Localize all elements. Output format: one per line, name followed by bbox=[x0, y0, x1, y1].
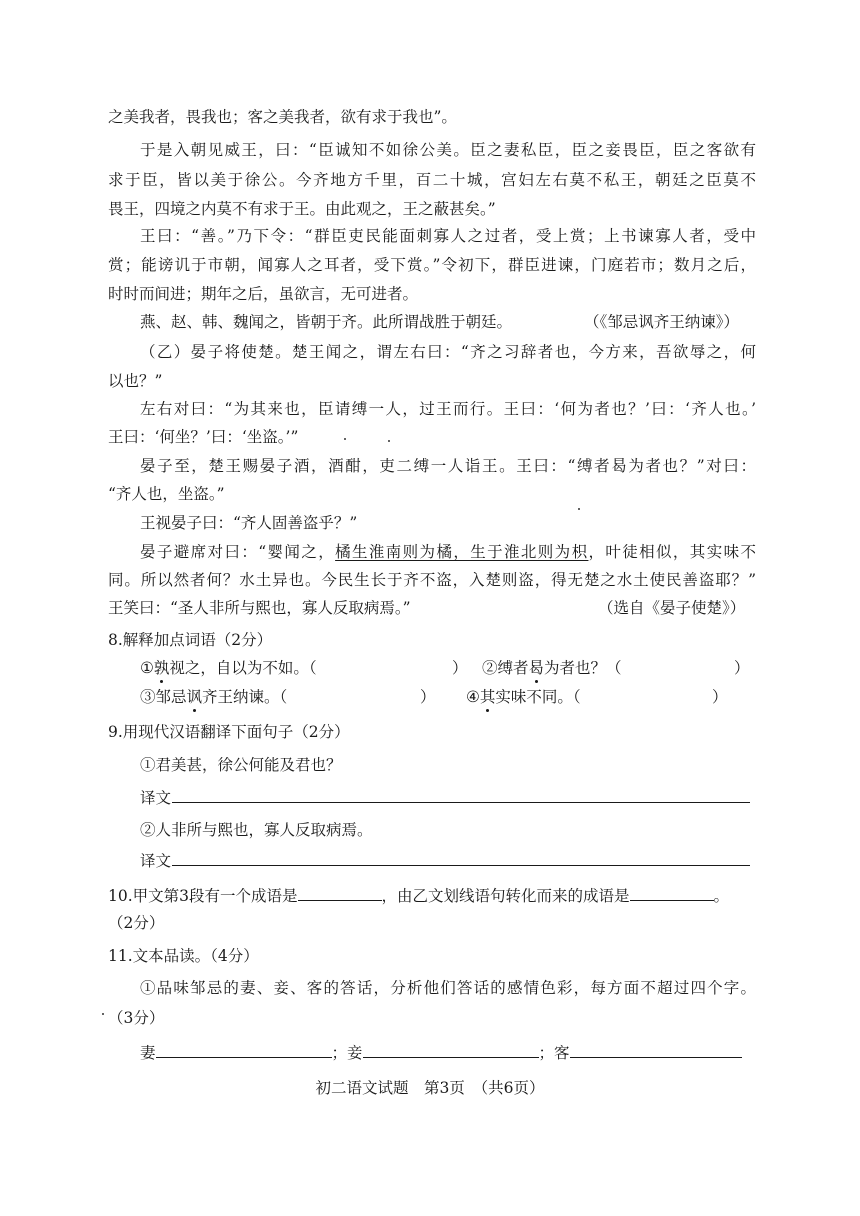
underlined-sentence: 橘生淮南则为橘，生于淮北则为枳 bbox=[335, 543, 589, 561]
q8-item-1-close: ） bbox=[452, 659, 468, 677]
passage-line: 赏；能谤讥于市朝，闻寡人之耳者，受下赏。”令初下，群臣进谏，门庭若市；数月之后， bbox=[108, 256, 756, 274]
passage-line: 王曰：“善。”乃下令：“群臣吏民能面刺寡人之过者，受上赏；上书谏寡人者，受中 bbox=[140, 227, 756, 245]
passage-line: 求于臣，皆以美于徐公。今齐地方千里，百二十城，宫妇左右莫不私王，朝廷之臣莫不 bbox=[108, 171, 756, 189]
scan-speck bbox=[578, 508, 580, 510]
passage-line: 时时而间进；期年之后，虽欲言，无可进者。 bbox=[108, 285, 419, 303]
wife-label: 妻 bbox=[140, 1044, 156, 1062]
passage-line bbox=[140, 542, 756, 562]
passage-text: ，叶徒相似，其实味不 bbox=[588, 543, 756, 561]
q9-title: 9.用现代汉语翻译下面句子（2分） bbox=[108, 723, 350, 741]
passage-line: “齐人也，坐盗。” bbox=[108, 485, 225, 503]
q8-title: 8.解释加点词语（2分） bbox=[108, 631, 273, 649]
q11-answer-row bbox=[140, 1042, 742, 1063]
blank-idiom-1[interactable] bbox=[298, 885, 382, 901]
dotted-word: 讽 bbox=[186, 688, 203, 706]
q11-sub1-score: （3分） bbox=[108, 1009, 165, 1027]
passage-line: 于是入朝见威王，曰：“臣诚知不如徐公美。臣之妻私臣，臣之妾畏臣，臣之客欲有 bbox=[140, 141, 756, 159]
concubine-answer-blank[interactable] bbox=[363, 1042, 539, 1058]
passage-text: 晏子避席对曰：“婴闻之， bbox=[140, 543, 336, 561]
source-citation: （选自《晏子使楚》） bbox=[598, 599, 746, 617]
translation-label: 译文 bbox=[140, 852, 172, 870]
q8-item-2: ②缚者曷为者也？（ bbox=[482, 659, 622, 677]
q11-title: 11.文本品读。（4分） bbox=[108, 947, 259, 965]
passage-line: 畏王，四境之内莫不有求于王。由此观之，王之蔽甚矣。” bbox=[108, 200, 496, 218]
q11-sub1: ①品味邹忌的妻、妾、客的答话，分析他们答话的感情色彩，每方面不超过四个字。 bbox=[140, 979, 756, 997]
guest-answer-blank[interactable] bbox=[570, 1042, 742, 1058]
dotted-word: 其 bbox=[479, 688, 496, 706]
wife-answer-blank[interactable] bbox=[156, 1042, 332, 1058]
q9-sentence-2: ②人非所与熙也，寡人反取病焉。 bbox=[140, 821, 373, 839]
passage-line: 晏子至，楚王赐晏子酒，酒酣，吏二缚一人诣王。王曰：“缚者曷为者也？”对曰： bbox=[140, 457, 756, 475]
q10-score: （2分） bbox=[108, 914, 165, 932]
q8-item-1: ①孰视之，自以为不如。（ bbox=[140, 659, 317, 677]
scan-speck bbox=[388, 440, 390, 442]
q8-item-2-close: ） bbox=[734, 659, 750, 677]
dotted-word: 曷 bbox=[528, 659, 545, 677]
passage-line: 王笑曰：“圣人非所与熙也，寡人反取病焉。” bbox=[108, 599, 411, 617]
passage-line: 左右对曰：“为其来也，臣请缚一人，过王而行。王曰：‘何为者也？’曰：‘齐人也。’ bbox=[140, 400, 756, 418]
passage-line: 之美我者，畏我也；客之美我者，欲有求于我也”。 bbox=[108, 108, 457, 126]
passage-line: （乙）晏子将使楚。楚王闻之，谓左右曰：“齐之习辞者也，今方来，吾欲辱之，何 bbox=[140, 343, 756, 361]
answer-line[interactable] bbox=[172, 802, 750, 803]
q10-text: 10.甲文第3段有一个成语是 ，由乙文划线语句转化而来的成语是 。 bbox=[108, 887, 730, 905]
concubine-label: ；妾 bbox=[331, 1044, 363, 1062]
passage-line: 以也？” bbox=[108, 372, 163, 390]
passage-line: 王曰：‘何坐？’曰：‘坐盗。’” bbox=[108, 428, 299, 446]
source-citation: （《邹忌讽齐王纳谏》） bbox=[584, 313, 740, 331]
translation-label: 译文 bbox=[140, 789, 172, 807]
dotted-word: 孰 bbox=[153, 659, 170, 677]
guest-label: ；客 bbox=[538, 1044, 570, 1062]
passage-line: 同。所以然者何？水土异也。今民生长于齐不盗，入楚则盗，得无楚之水土使民善盗耶？” bbox=[108, 571, 756, 589]
passage-line: 燕、赵、韩、魏闻之，皆朝于齐。此所谓战胜于朝廷。 bbox=[140, 313, 513, 331]
q8-item-4-close: ） bbox=[712, 688, 728, 706]
scan-speck bbox=[344, 438, 346, 440]
passage-line: 王视晏子曰：“齐人固善盗乎？” bbox=[140, 514, 358, 532]
q8-item-4: ④其实味不同。（ bbox=[466, 688, 581, 706]
answer-line[interactable] bbox=[172, 865, 750, 866]
page-footer: 初二语文试题 第3页 （共6页） bbox=[315, 1079, 545, 1097]
scan-speck bbox=[102, 1013, 104, 1015]
q8-item-3: ③邹忌讽齐王纳谏。（ bbox=[140, 688, 288, 706]
q9-sentence-1: ①君美甚，徐公何能及君也？ bbox=[140, 756, 342, 774]
q8-item-3-close: ） bbox=[420, 688, 436, 706]
blank-idiom-2[interactable] bbox=[630, 885, 714, 901]
